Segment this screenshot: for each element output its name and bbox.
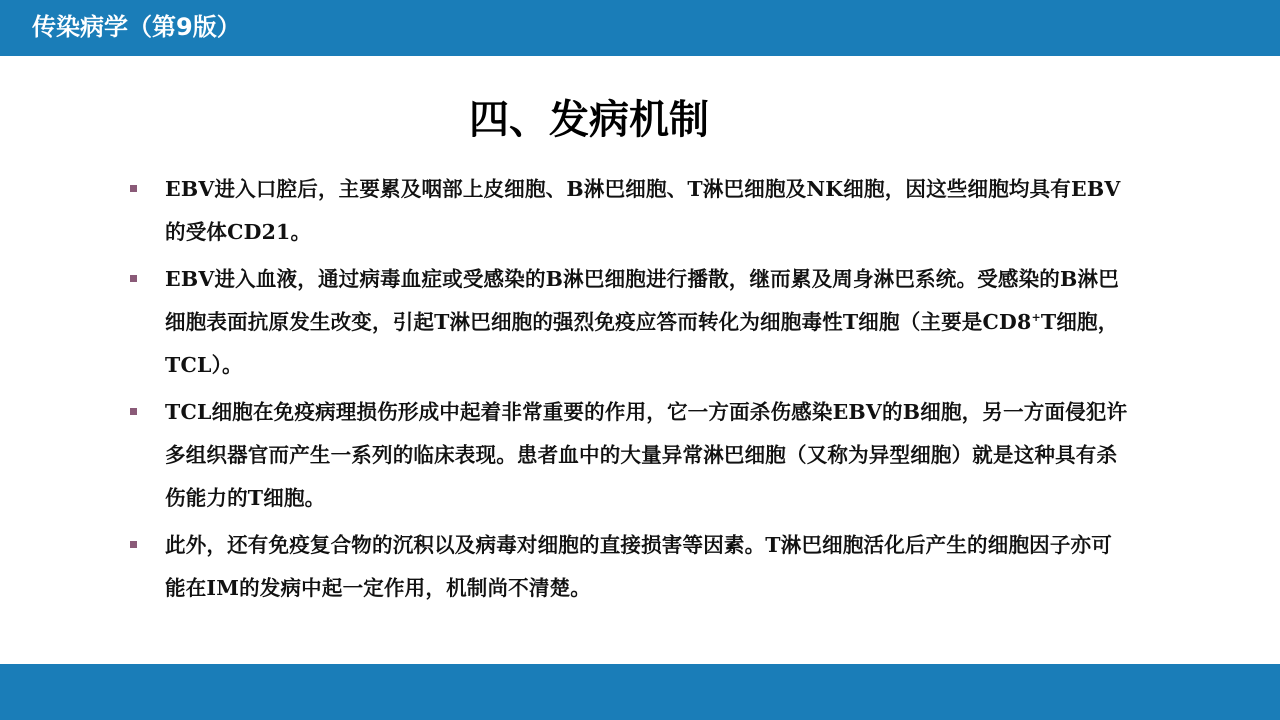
bottom-footer-bar: [0, 664, 1280, 720]
bullet-text-1: EBV进入口腔后，主要累及咽部上皮细胞、B淋巴细胞、T淋巴细胞及NK细胞，因这些细胞均具有EBV的受体CD21。: [165, 177, 1121, 244]
bullet-item-3: [128, 391, 1128, 520]
bullet-item-2: [128, 258, 1128, 387]
bullet-text-2-part2: T细胞，TCL）。: [165, 310, 1119, 377]
bullet-item-4: [128, 524, 1128, 610]
square-bullet-icon: [130, 185, 137, 192]
bullet-text-2-part1: EBV进入血液，通过病毒血症或受感染的B淋巴细胞进行播散，继而累及周身淋巴系统。受感染的B淋巴细胞表面抗原发生改变，引起T淋巴细胞的强烈免疫应答而转化为细胞毒性T细胞（主要是CD8: [165, 267, 1119, 334]
slide-title: 四、发病机制: [469, 97, 709, 143]
bullet-item-1: [128, 168, 1128, 254]
bullet-list: [128, 168, 1128, 614]
bullet-text-4: 此外，还有免疫复合物的沉积以及病毒对细胞的直接损害等因素。T淋巴细胞活化后产生的细胞因子亦可能在IM的发病中起一定作用，机制尚不清楚。: [165, 533, 1112, 600]
bullet-text-2: [165, 258, 1128, 387]
square-bullet-icon: [130, 541, 137, 548]
top-header-bar: [0, 0, 1280, 56]
bullet-text-3: TCL细胞在免疫病理损伤形成中起着非常重要的作用，它一方面杀伤感染EBV的B细胞，另一方面侵犯许多组织器官而产生一系列的临床表现。患者血中的大量异常淋巴细胞（又称为异型细胞）就是这种具有杀伤能力的T细胞。: [165, 400, 1128, 510]
superscript-plus: +: [1031, 311, 1041, 325]
square-bullet-icon: [130, 408, 137, 415]
book-title: 传染病学（第9版）: [32, 13, 241, 41]
square-bullet-icon: [130, 275, 137, 282]
